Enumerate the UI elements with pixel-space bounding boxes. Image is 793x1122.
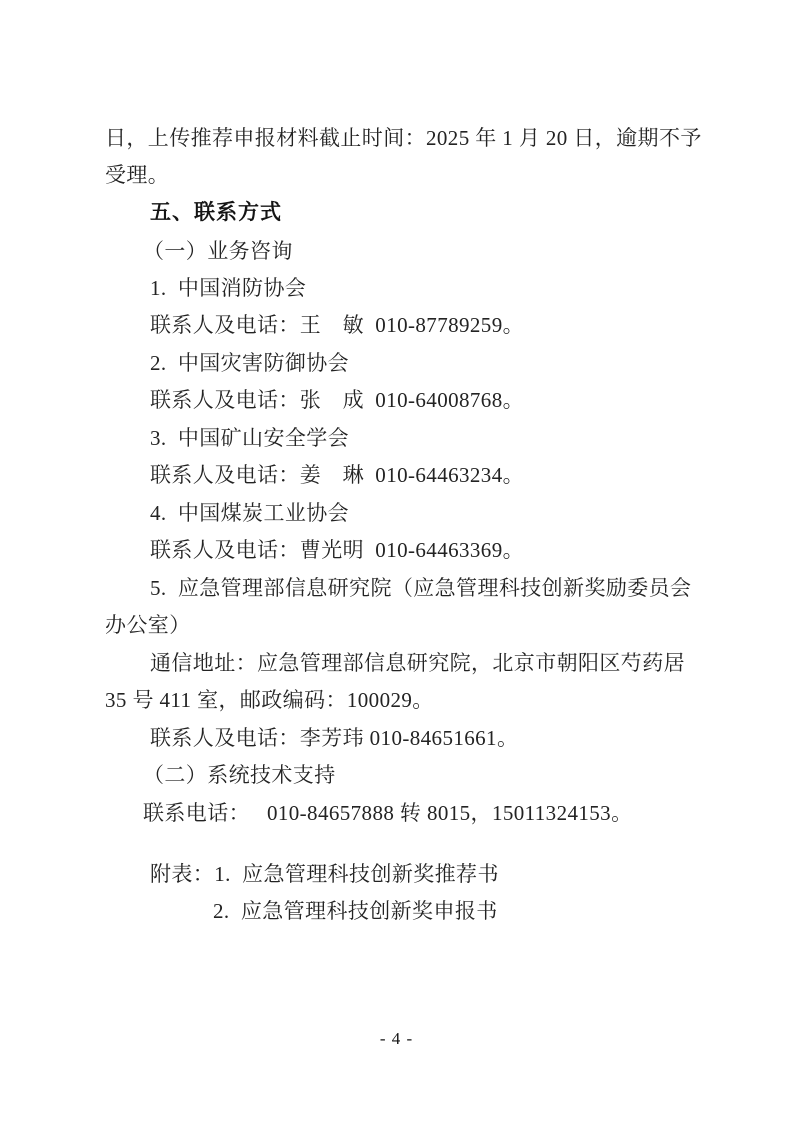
org-3-contact: 联系人及电话：姜 琳 010-64463234。	[150, 463, 524, 487]
page-number: - 4 -	[379, 1029, 414, 1048]
org-5-address-line-1: 通信地址：应急管理部信息研究院，北京市朝阳区芍药居	[150, 651, 685, 675]
attachments-line-2: 2. 应急管理科技创新奖申报书	[213, 899, 498, 923]
org-2-title: 2. 中国灾害防御协会	[150, 351, 350, 375]
continuation-line-2: 受理。	[105, 163, 170, 187]
org-5-contact: 联系人及电话：李芳玮 010-84651661。	[150, 726, 519, 750]
subsection-business-consulting-heading: （一）业务咨询	[143, 239, 293, 263]
org-4-contact: 联系人及电话：曹光明 010-64463369。	[150, 538, 524, 562]
org-3-title: 3. 中国矿山安全学会	[150, 426, 350, 450]
org-5-title-wrap: 办公室）	[105, 613, 191, 637]
org-1-contact: 联系人及电话：王 敏 010-87789259。	[150, 313, 524, 337]
attachments-line-1: 附表：1. 应急管理科技创新奖推荐书	[150, 862, 499, 886]
org-1-title: 1. 中国消防协会	[150, 276, 307, 300]
org-5-address-line-2: 35 号 411 室，邮政编码：100029。	[105, 688, 434, 712]
org-2-contact: 联系人及电话：张 成 010-64008768。	[150, 388, 524, 412]
subsection-tech-support-heading: （二）系统技术支持	[143, 763, 336, 787]
continuation-line-1: 日，上传推荐申报材料截止时间：2025 年 1 月 20 日，逾期不予	[105, 126, 702, 150]
org-5-title: 5. 应急管理部信息研究院（应急管理科技创新奖励委员会	[150, 576, 692, 600]
section-heading: 五、联系方式	[150, 201, 282, 224]
tech-support-phone: 联系电话： 010-84657888 转 8015，15011324153。	[143, 801, 633, 825]
org-4-title: 4. 中国煤炭工业协会	[150, 501, 350, 525]
